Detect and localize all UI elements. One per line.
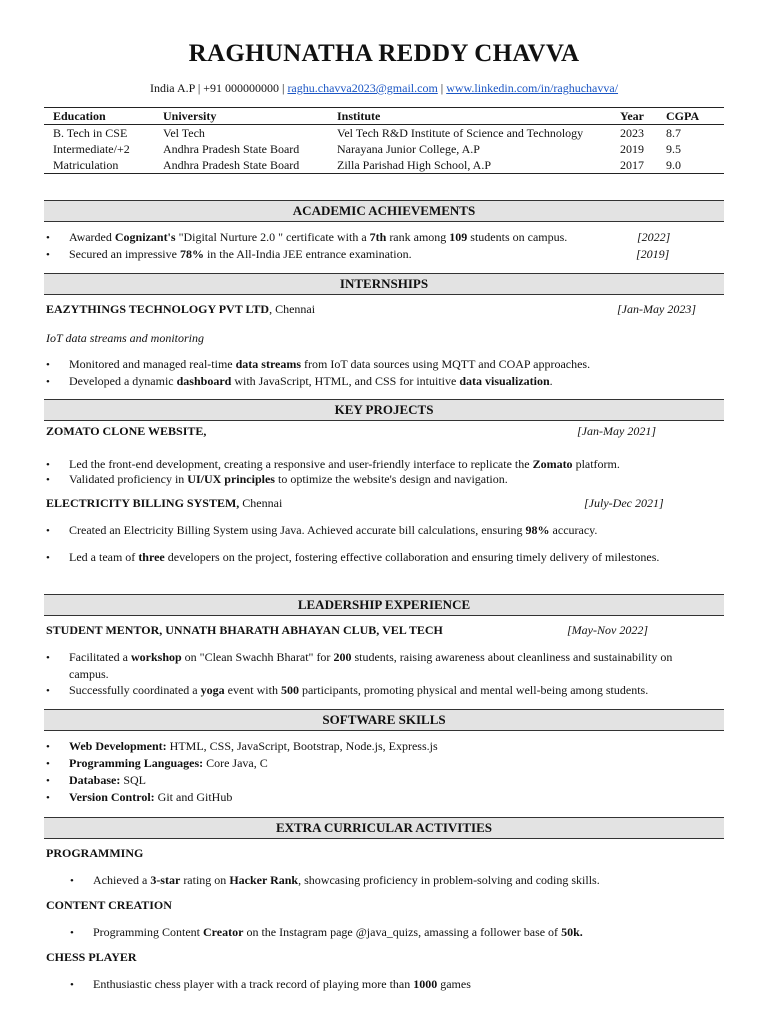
academic-item-2-date: [2019] [636,247,670,261]
skill-item: Programming Languages: Core Java, C [69,756,268,770]
skill-item: Web Development: HTML, CSS, JavaScript, Bootstrap, Node.js, Express.js [69,739,438,753]
table-cell: Intermediate/+2 [53,142,130,156]
bullet-icon: • [46,359,50,371]
table-cell: Vel Tech [163,126,205,140]
extra-programming-title: PROGRAMMING [46,846,144,860]
internship-date: [Jan-May 2023] [617,302,696,316]
section-leadership-experience: LEADERSHIP EXPERIENCE [44,594,724,616]
internship-role: IoT data streams and monitoring [46,331,205,345]
bullet-icon: • [46,525,50,537]
table-cell: B. Tech in CSE [53,126,128,140]
section-extra-curricular: EXTRA CURRICULAR ACTIVITIES [44,817,724,839]
table-row [44,157,724,174]
education-col-header: Education [44,108,154,125]
contact-line [0,81,768,96]
bullet-icon: • [70,875,74,887]
table-cell: Vel Tech R&D Institute of Science and Technology [337,126,584,140]
bullet-icon: • [46,459,50,471]
leadership-item-1-cont: campus. [69,667,109,681]
leadership-date: [May-Nov 2022] [567,623,648,637]
education-col-header: Year [611,108,657,125]
project-1-date: [Jan-May 2021] [577,424,656,438]
table-cell: 9.0 [666,158,681,172]
project-2-item-2: Led a team of three developers on the project, fostering effective collaboration and ensuring timely delivery of milestones. [69,550,660,564]
bullet-icon: • [70,979,74,991]
table-cell: 2019 [620,142,644,156]
section-key-projects: KEY PROJECTS [44,399,724,421]
skill-item: Version Control: Git and GitHub [69,790,233,804]
academic-item-1: Awarded Cognizant's "Digital Nurture 2.0 " certificate with a 7th rank among 109 students on campus. [69,230,568,244]
leadership-item-2: Successfully coordinated a yoga event with 500 participants, promoting physical and mental well-being among students. [69,683,649,697]
table-cell: 8.7 [666,126,681,140]
project-2-date: [July-Dec 2021] [584,496,664,510]
bullet-icon: • [46,758,50,770]
email-link[interactable]: raghu.chavva2023@gmail.com [287,81,438,95]
table-cell: Andhra Pradesh State Board [163,142,300,156]
section-internships: INTERNSHIPS [44,273,724,295]
internship-item-2: Developed a dynamic dashboard with JavaScript, HTML, and CSS for intuitive data visualization. [69,374,553,388]
project-2-title: ELECTRICITY BILLING SYSTEM, Chennai [46,496,283,510]
bullet-icon: • [46,249,50,261]
table-cell: Matriculation [53,158,119,172]
education-col-header: University [154,108,328,125]
project-1-item-2: Validated proficiency in UI/UX principles to optimize the website's design and navigation. [69,472,508,486]
academic-item-1-date: [2022] [637,230,671,244]
project-2-item-1: Created an Electricity Billing System using Java. Achieved accurate bill calculations, ensuring 98% accuracy. [69,523,598,537]
bullet-icon: • [46,685,50,697]
bullet-icon: • [46,474,50,486]
table-cell: Narayana Junior College, A.P [337,142,480,156]
bullet-icon: • [46,232,50,244]
bullet-icon: • [46,775,50,787]
extra-chess-title: CHESS PLAYER [46,950,137,964]
location-phone: India A.P | +91 000000000 | [149,81,288,95]
extra-content-item: Programming Content Creator on the Instagram page @java_quizs, amassing a follower base of 50k. [93,925,583,939]
table-cell: 9.5 [666,142,681,156]
extra-content-title: CONTENT CREATION [46,898,172,912]
bullet-icon: • [46,376,50,388]
table-cell: 2017 [620,158,644,172]
bullet-icon: • [46,552,50,564]
education-col-header: Institute [328,108,611,125]
skill-item: Database: SQL [69,773,146,787]
education-table [44,107,724,174]
extra-programming-item: Achieved a 3-star rating on Hacker Rank, showcasing proficiency in problem-solving and coding skills. [93,873,600,887]
project-1-title: ZOMATO CLONE WEBSITE, [46,424,207,438]
bullet-icon: • [46,741,50,753]
linkedin-link[interactable]: www.linkedin.com/in/raghuchavva/ [446,81,619,95]
table-cell: Zilla Parishad High School, A.P [337,158,491,172]
academic-item-2: Secured an impressive 78% in the All-India JEE entrance examination. [69,247,412,261]
table-row [44,141,724,157]
candidate-name: RAGHUNATHA REDDY CHAVVA [188,40,580,67]
project-1-item-1: Led the front-end development, creating a responsive and user-friendly interface to replicate the Zomato platform. [69,457,620,471]
internship-company: EAZYTHINGS TECHNOLOGY PVT LTD, Chennai [46,302,316,316]
leadership-item-1: Facilitated a workshop on "Clean Swachh Bharat" for 200 students, raising awareness about cleanliness and sustainability on [69,650,673,664]
leadership-title: STUDENT MENTOR, UNNATH BHARATH ABHAYAN CLUB, VEL TECH [46,623,443,637]
bullet-icon: • [46,792,50,804]
bullet-icon: • [46,652,50,664]
contact-separator: | [437,81,447,95]
table-cell: Andhra Pradesh State Board [163,158,300,172]
section-academic-achievements: ACADEMIC ACHIEVEMENTS [44,200,724,222]
internship-item-1: Monitored and managed real-time data streams from IoT data sources using MQTT and COAP approaches. [69,357,591,371]
table-row [44,125,724,142]
bullet-icon: • [70,927,74,939]
extra-chess-item: Enthusiastic chess player with a track record of playing more than 1000 games [93,977,471,991]
education-col-header: CGPA [657,108,724,125]
table-cell: 2023 [620,126,644,140]
education-header-row [44,108,724,125]
section-software-skills: SOFTWARE SKILLS [44,709,724,731]
